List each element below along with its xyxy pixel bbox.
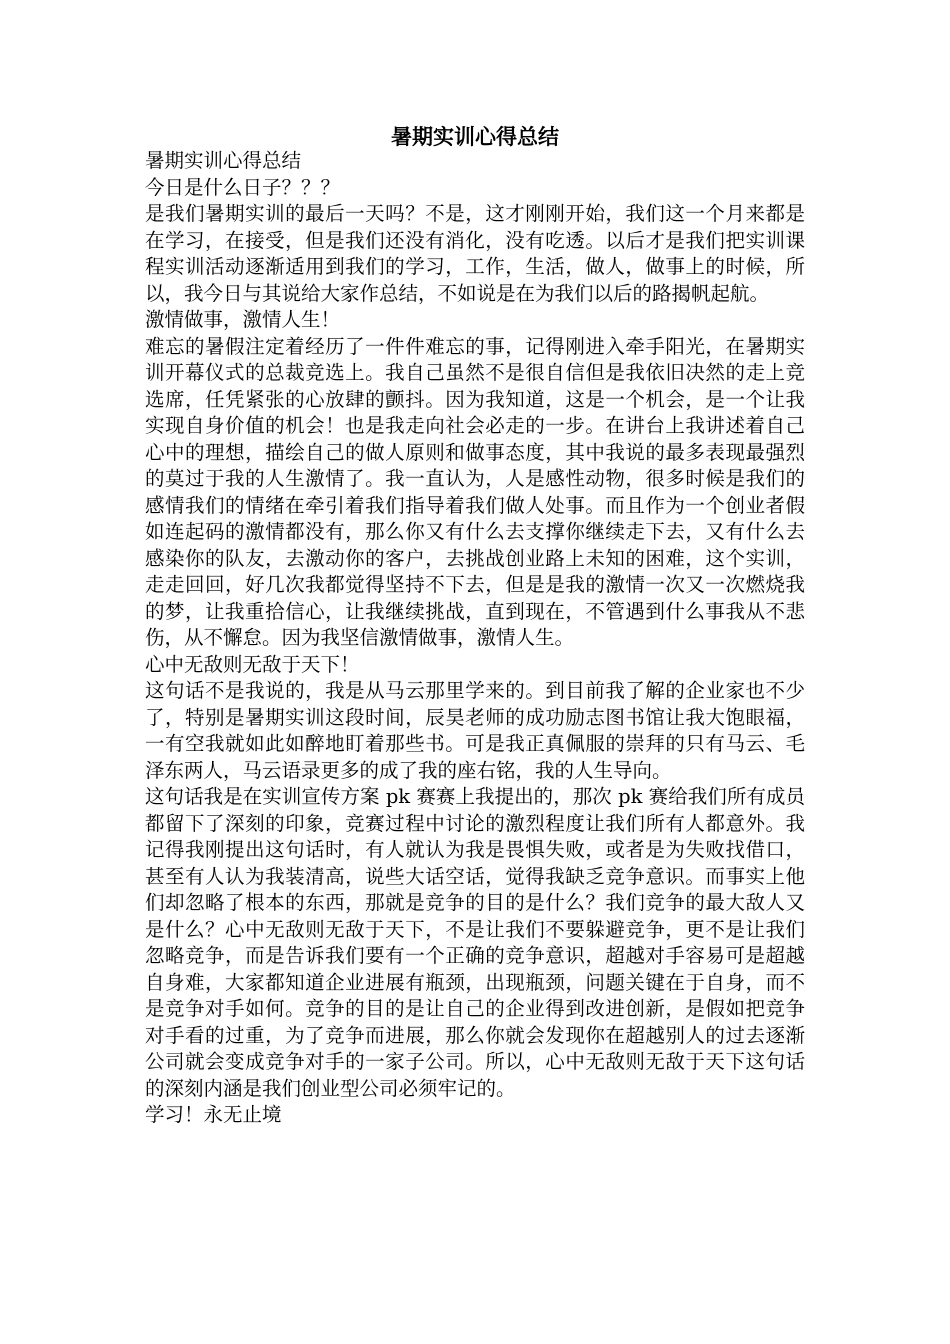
paragraph-subtitle: 暑期实训心得总结 — [145, 149, 302, 172]
document-body — [145, 148, 805, 1129]
paragraph-no-enemy-pk: 这句话我是在实训宣传方案 pk 赛赛上我提出的，那次 pk 赛给我们所有成员都留下了深刻的印象，竞赛过程中讨论的激烈程度让我们所有人都意外。我记得我刚提出这句话时，有人就认为我是畏惧失败，或者是为失败找借口，甚至有人认为我装清高，说些大话空话，觉得我缺乏竞争意识。而事实上他们却忽略了根本的东西，那就是竞争的目的是什么？我们竞争的最大敌人又是什么？心中无敌则无敌于天下，不是让我们不要躲避竞争，更不是让我们忽略竞争，而是告诉我们要有一个正确的竞争意识，超越对手容易可是超越自身难，大家都知道企业进展有瓶颈，出现瓶颈，问题关键在于自身，而不是竞争对手如何。竞争的目的是让自己的企业得到改进创新，是假如把竞争对手看的过重，为了竞争而进展，那么你就会发现你在超越别人的过去逐渐公司就会变成竞争对手的一家子公司。所以，心中无敌则无敌于天下这句话的深刻内涵是我们创业型公司必须牢记的。 — [145, 785, 805, 1100]
paragraph-no-enemy-origin: 这句话不是我说的，我是从马云那里学来的。到目前我了解的企业家也不少了，特别是暑期实训这段时间，辰昊老师的成功励志图书馆让我大饱眼福，一有空我就如此如醉地盯着那些书。可是我正真佩服的崇拜的只有马云、毛泽东两人，马云语录更多的成了我的座右铭，我的人生导向。 — [145, 679, 805, 782]
paragraph-question: 今日是什么日子？？？ — [145, 175, 341, 199]
document-title: 暑期实训心得总结 — [391, 124, 559, 149]
paragraph-intro: 是我们暑期实训的最后一天吗？不是，这才刚刚开始，我们这一个月来都是在学习，在接受，但是我们还没有消化，没有吃透。以后才是我们把实训课程实训活动逐渐适用到我们的学习，工作，生活，做人，做事上的时候，所以，我今日与其说给大家作总结，不如说是在为我们以后的路揭帆起航。 — [145, 202, 805, 305]
section-heading-no-enemy: 心中无敌则无敌于天下！ — [145, 652, 360, 676]
section-heading-learning: 学习！永无止境 — [145, 1103, 282, 1126]
section-heading-passion: 激情做事，激情人生！ — [145, 308, 341, 331]
paragraph-passion: 难忘的暑假注定着经历了一件件难忘的事，记得刚进入牵手阳光，在暑期实训开幕仪式的总裁竞选上。我自己虽然不是很自信但是我依旧决然的走上竞选席，任凭紧张的心放肆的颤抖。因为我知道，这是一个机会，是一个让我实现自身价值的机会！也是我走向社会必走的一步。在讲台上我讲述着自己心中的理想，描绘自己的做人原则和做事态度，其中我说的最多表现最强烈的莫过于我的人生激情了。我一直认为，人是感性动物，很多时候是我们的感情我们的情绪在牵引着我们指导着我们做人处事。而且作为一个创业者假如连起码的激情都没有，那么你又有什么去支撑你继续走下去，又有什么去感染你的队友，去激动你的客户，去挑战创业路上未知的困难，这个实训，走走回回，好几次我都觉得坚持不下去，但是是我的激情一次又一次燃烧我的梦，让我重拾信心，让我继续挑战，直到现在，不管遇到什么事我从不悲伤，从不懈怠。因为我坚信激情做事，激情人生。 — [145, 334, 805, 649]
